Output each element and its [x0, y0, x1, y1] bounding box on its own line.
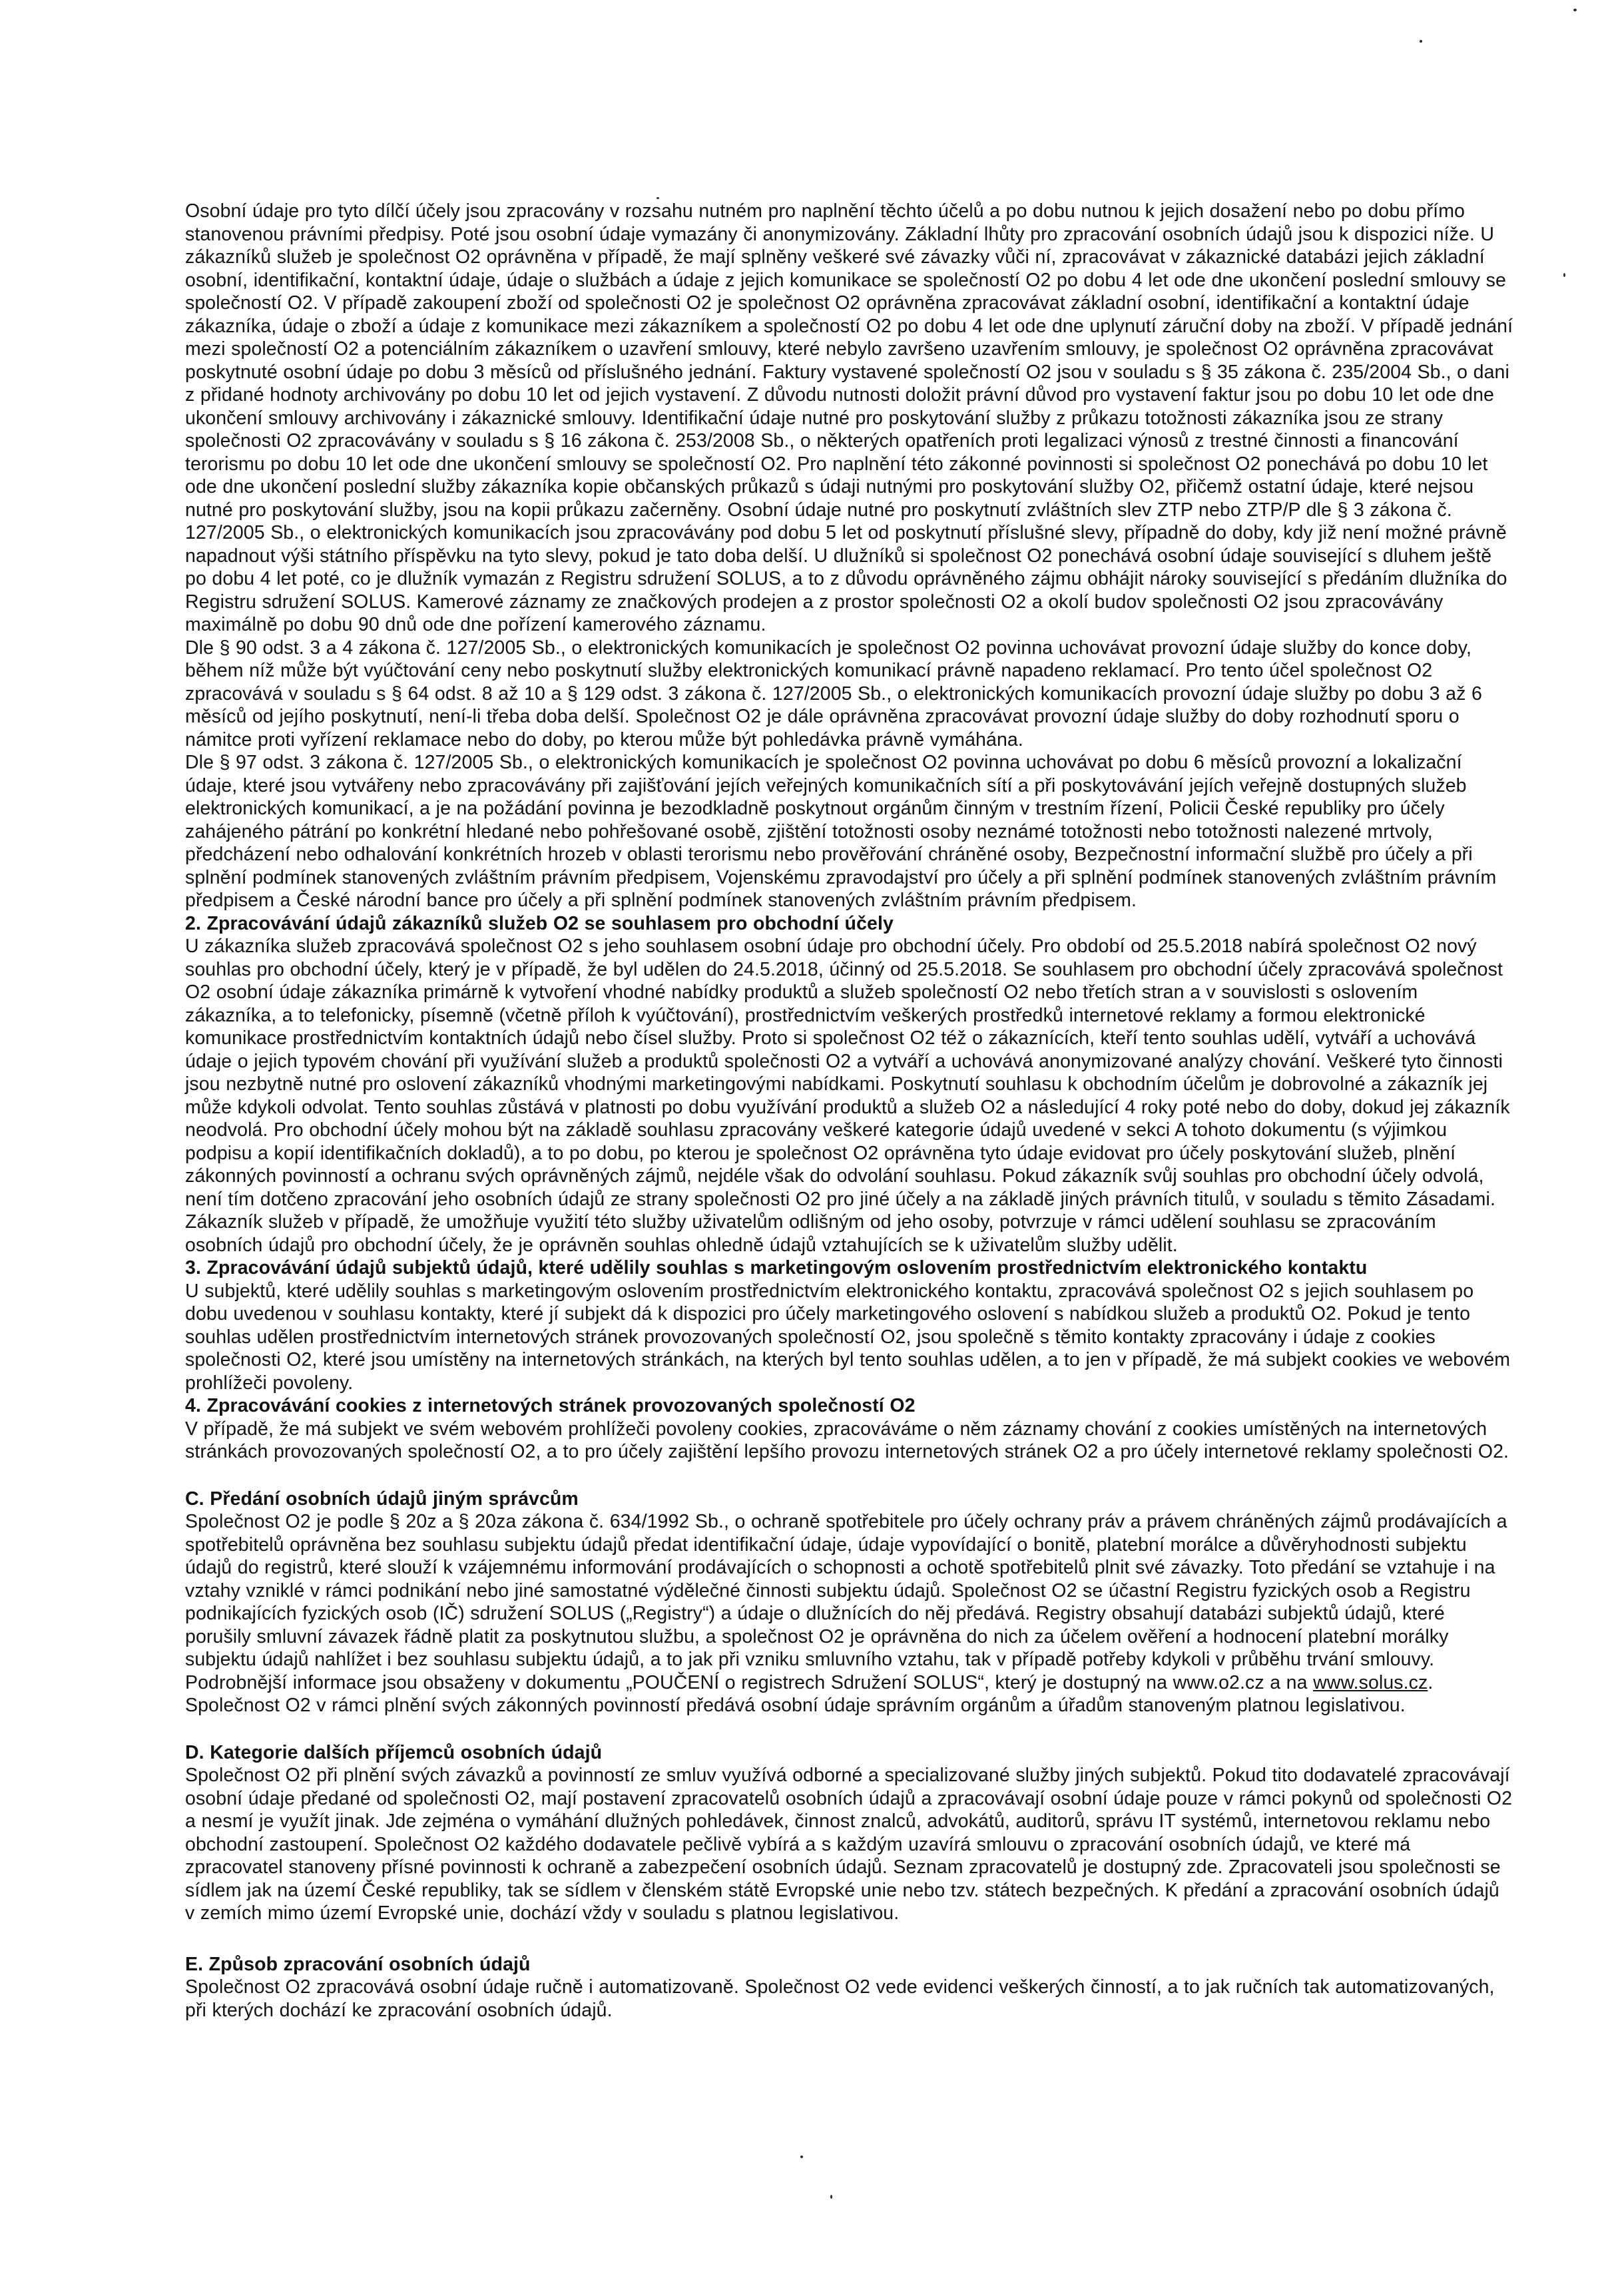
- section-heading-d: D. Kategorie dalších příjemců osobních údajů: [185, 1741, 603, 1763]
- paragraph-section-4: V případě, že má subjekt ve svém webovém prohlížeči povoleny cookies, zpracováváme o něm záznamy chování z cookies umístěných na internetových stránkách provozovaných společností O2, a to pro účely zajištění lepšího provozu internetových stránek O2 a pro účely internetové reklamy společnosti O2.: [185, 1418, 1509, 1462]
- paragraph-operational-data-97: Dle § 97 odst. 3 zákona č. 127/2005 Sb., o elektronických komunikacích je společnost O2 povinna uchovávat po dobu 6 měsíců provozní a lokalizační údaje, které jsou vytvářeny nebo zpracovávány při zajišťování jejích veřejných komunikačních sítí a při poskytovávání jejích veřejně dostupných služeb elektronických komunikací, a je na požádání povinna je bezodkladně poskytnout orgánům činným v trestním řízení, Policii České republiky pro účely zahájeného pátrání po konkrétní hledané nebo pohřešované osobě, zjištění totožnosti osoby neznámé totožnosti nebo totožnosti nalezené mrtvoly, předcházení nebo odhalování konkrétních hrozeb v oblasti terorismu nebo prověřování chráněné osoby, Bezpečnostní informační službě pro účely a při splnění podmínek stanovených zvláštním právním předpisem, Vojenskému zpravodajství pro účely a při splnění podmínek stanovených zvláštním právním předpisem a České národní bance pro účely a při splnění podmínek stanovených zvláštním právním předpisem.: [185, 752, 1497, 911]
- scan-speck: [1563, 273, 1565, 277]
- scan-speck: [1420, 40, 1422, 43]
- scan-speck: [830, 2195, 832, 2199]
- document-body: [185, 200, 1513, 2022]
- section-heading-e: E. Způsob zpracování osobních údajů: [185, 1953, 531, 1975]
- paragraph-section-e: Společnost O2 zpracovává osobní údaje ručně i automatizovaně. Společnost O2 vede evidenci veškerých činností, a to jak ručních tak automatizovaných, při kterých dochází ke zpracování osobních údajů.: [185, 1976, 1495, 2021]
- section-heading-c: C. Předání osobních údajů jiným správcům: [185, 1488, 579, 1510]
- scan-speck: [1573, 9, 1577, 11]
- paragraph-section-d: Společnost O2 při plnění svých závazků a povinností ze smluv využívá odborné a specializované služby jiných subjektů. Pokud tito dodavatelé zpracovávají osobní údaje předané od společnosti O2, mají postavení zpracovatelů osobních údajů a zpracovávají osobní údaje pouze v rámci pokynů od společnosti O2 a nesmí je využít jinak. Jde zejména o vymáhání dlužných pohledávek, činnost znalců, advokátů, auditorů, správu IT systémů, internetovou reklamu nebo obchodní zastoupení. Společnost O2 každého dodavatele pečlivě vybírá a s každým uzavírá smlouvu o zpracování osobních údajů, ve které má zpracovatel stanoveny přísné povinnosti k ochraně a zabezpečení osobních údajů. Seznam zpracovatelů je dostupný zde. Zpracovateli jsou společnosti se sídlem jak na území České republiky, tak se sídlem v členském státě Evropské unie nebo tzv. státech bezpečných. K předání a zpracování osobních údajů v zemích mimo území Evropské unie, dochází vždy v souladu s platnou legislativou.: [185, 1765, 1513, 1924]
- paragraph-section-c: [185, 1510, 1513, 1717]
- scan-speck: [657, 197, 659, 199]
- paragraph-section-3: U subjektů, které udělily souhlas s marketingovým oslovením prostřednictvím elektronického kontaktu, zpracovává společnost O2 s jejich souhlasem po dobu uvedenou v souhlasu kontakty, které jí subjekt dá k dispozici pro účely marketingového oslovení s nabídkou služeb a produktů O2. Pokud je tento souhlas udělen prostřednictvím internetových stránek provozovaných společností O2, jsou společně s těmito kontakty zpracovány i údaje z cookies společnosti O2, které jsou umístěny na internetových stránkách, na kterých byl tento souhlas udělen, a to jen v případě, že má subjekt cookies ve webovém prohlížeči povoleny.: [185, 1280, 1511, 1394]
- paragraph-retention-periods: Osobní údaje pro tyto dílčí účely jsou zpracovány v rozsahu nutném pro naplnění těchto účelů a po dobu nutnou k jejich dosažení nebo po dobu přímo stanovenou právními předpisy. Poté jsou osobní údaje vymazány či anonymizovány. Základní lhůty pro zpracování osobních údajů jsou k dispozici níže. U zákazníků služeb je společnost O2 oprávněna v případě, že mají splněny veškeré své závazky vůči ní, zpracovávat v zákaznické databázi jejich základní osobní, identifikační, kontaktní údaje, údaje o službách a údaje z jejich komunikace se společností O2 po dobu 4 let ode dne ukončení poslední smlouvy se společností O2. V případě zakoupení zboží od společnosti O2 je společnost O2 oprávněna zpracovávat základní osobní, identifikační a kontaktní údaje zákazníka, údaje o zboží a údaje z komunikace mezi zákazníkem a společností O2 po dobu 4 let ode dne uplynutí záruční doby na zboží. V případě jednání mezi společností O2 a potenciálním zákazníkem o uzavření smlouvy, které nebylo završeno uzavřením smlouvy, je společnost O2 oprávněna zpracovávat poskytnuté osobní údaje po dobu 3 měsíců od příslušného jednání. Faktury vystavené společností O2 jsou v souladu s § 35 zákona č. 235/2004 Sb., o dani z přidané hodnoty archivovány po dobu 10 let od jejich vystavení. Z důvodu nutnosti doložit právní důvod pro vystavení faktur jsou po dobu 10 let ode dne ukončení smlouvy archivovány i zákaznické smlouvy. Identifikační údaje nutné pro poskytování služby z průkazu totožnosti zákazníka jsou ze strany společnosti O2 zpracovávány v souladu s § 16 zákona č. 253/2008 Sb., o některých opatřeních proti legalizaci výnosů z trestné činnosti a financování terorismu po dobu 10 let ode dne ukončení smlouvy se společností O2. Pro naplnění této zákonné povinnosti si společnost O2 ponechává po dobu 10 let ode dne ukončení poslední služby zákazníka kopie občanských průkazů s údaji nutnými pro poskytování služby O2, přičemž ostatní údaje, které nejsou nutné pro poskytování služby, jsou na kopii průkazu začerněny. Osobní údaje nutné pro poskytnutí zvláštních slev ZTP nebo ZTP/P dle § 3 zákona č. 127/2005 Sb., o elektronických komunikacích jsou zpracovávány pod dobu 5 let od poskytnutí příslušné slevy, případně do doby, kdy již není možné právně napadnout výši státního příspěvku na tyto slevy, pokud je tato doba delší. U dlužníků si společnost O2 ponechává osobní údaje související s dluhem ještě po dobu 4 let poté, co je dlužník vymazán z Registru sdružení SOLUS, a to z důvodu oprávněného zájmu obhájit nároky související s předáním dlužníka do Registru sdružení SOLUS. Kamerové záznamy ze značkových prodejen a z prostor společnosti O2 a okolí budov společnosti O2 jsou zpracovávány maximálně po dobu 90 dnů ode dne pořízení kamerového záznamu.: [185, 200, 1513, 635]
- solus-website-link[interactable]: www.solus.cz: [1313, 1671, 1428, 1693]
- section-c-text-before-link: Společnost O2 je podle § 20z a § 20za zákona č. 634/1992 Sb., o ochraně spotřebitele pro účely ochrany práv a právem chráněných zájmů prodávajících a spotřebitelů oprávněna bez souhlasu subjektu údajů předat identifikační údaje, údaje vypovídající o bonitě, platební morálce a důvěryhodnosti subjektu údajů do registrů, které slouží k vzájemnému informování prodávajících o schopnosti a ochotě spotřebitelů plnit své závazky. Toto předání se vztahuje i na vztahy vzniklé v rámci podnikání nebo jiné samostatné výdělečné činnosti subjektu údajů. Společnost O2 se účastní Registru fyzických osob a Registru podnikajících fyzických osob (IČ) sdružení SOLUS („Registry“) a údaje o dlužnících do něj předává. Registry obsahují databázi subjektů údajů, které porušily smluvní závazek řádně platit za poskytnutou službu, a společnost O2 je oprávněna do nich za účelem ověření a hodnocení platební morálky subjektu údajů nahlížet i bez souhlasu subjektu údajů, a to jak při vzniku smluvního vztahu, tak v případě potřeby kdykoli v průběhu trvání smlouvy. Podrobnější informace jsou obsaženy v dokumentu „POUČENÍ o registrech Sdružení SOLUS“, který je dostupný na www.o2.cz a na: [185, 1511, 1507, 1693]
- scan-speck: [800, 2155, 803, 2158]
- paragraph-section-2: U zákazníka služeb zpracovává společnost O2 s jeho souhlasem osobní údaje pro obchodní účely. Pro období od 25.5.2018 nabírá společnost O2 nový souhlas pro obchodní účely, který je v případě, že byl udělen do 24.5.2018, účinný od 25.5.2018. Se souhlasem pro obchodní účely zpracovává společnost O2 osobní údaje zákazníka primárně k vytvoření vhodné nabídky produktů a služeb společností O2 nebo třetích stran a v souvislosti s oslovením zákazníka, a to telefonicky, písemně (včetně příloh k vyúčtování), prostřednictvím veškerých prostředků internetové reklamy a formou elektronické komunikace prostřednictvím kontaktních údajů nebo čísel služby. Proto si společnost O2 též o zákaznících, kteří tento souhlas udělí, vytváří a uchovává údaje o jejich typovém chování při využívání služeb a produktů společnosti O2 a vytváří a uchovává anonymizované analýzy chování. Veškeré tyto činnosti jsou nezbytně nutné pro oslovení zákazníků vhodnými marketingovými nabídkami. Poskytnutí souhlasu k obchodním účelům je dobrovolné a zákazník jej může kdykoli odvolat. Tento souhlas zůstává v platnosti po dobu využívání produktů a služeb O2 a následující 4 roky poté nebo do doby, dokud jej zákazník neodvolá. Pro obchodní účely mohou být na základě souhlasu zpracovány veškeré kategorie údajů uvedené v sekci A tohoto dokumentu (s výjimkou podpisu a kopií identifikačních dokladů), a to po dobu, po kterou je společnost O2 oprávněna tyto údaje evidovat pro účely poskytování služeb, plnění zákonných povinností a ochranu svých oprávněných zájmů, nejdéle však do odvolání souhlasu. Pokud zákazník svůj souhlas pro obchodní účely odvolá, není tím dotčeno zpracování jeho osobních údajů ze strany společnosti O2 pro jiné účely a na základě jiných právních titulů, v souladu s těmito Zásadami. Zákazník služeb v případě, že umožňuje využití této služby uživatelům odlišným od jeho osoby, potvrzuje v rámci udělení souhlasu se zpracováním osobních údajů pro obchodní účely, že je oprávněn souhlas ohledně údajů vztahujících se k uživatelům služby udělit.: [185, 936, 1510, 1256]
- paragraph-operational-data-90: Dle § 90 odst. 3 a 4 zákona č. 127/2005 Sb., o elektronických komunikacích je společnost O2 povinna uchovávat provozní údaje služby do konce doby, během níž může být vyúčtování ceny nebo poskytnutí služby elektronických komunikací právně napadeno reklamací. Pro tento účel společnost O2 zpracovává v souladu s § 64 odst. 8 až 10 a § 129 odst. 3 zákona č. 127/2005 Sb., o elektronických komunikacích provozní údaje služby po dobu 3 až 6 měsíců od jejího poskytnutí, není-li třeba doba delší. Společnost O2 je dále oprávněna zpracovávat provozní údaje služby do doby rozhodnutí sporu o námitce proti vyřízení reklamace nebo do doby, po kterou může být pohledávka právně vymáhána.: [185, 637, 1482, 750]
- section-heading-3: 3. Zpracovávání údajů subjektů údajů, které udělily souhlas s marketingovým oslovením prostřednictvím elektronického kontaktu: [185, 1257, 1368, 1279]
- section-heading-4: 4. Zpracovávání cookies z internetových stránek provozovaných společností O2: [185, 1395, 916, 1416]
- section-heading-2: 2. Zpracovávání údajů zákazníků služeb O2 se souhlasem pro obchodní účely: [185, 912, 894, 934]
- section-c-text-after-link: . Společnost O2 v rámci plnění svých zákonných povinností předává osobní údaje správním orgánům a úřadům stanoveným platnou legislativou.: [185, 1671, 1434, 1716]
